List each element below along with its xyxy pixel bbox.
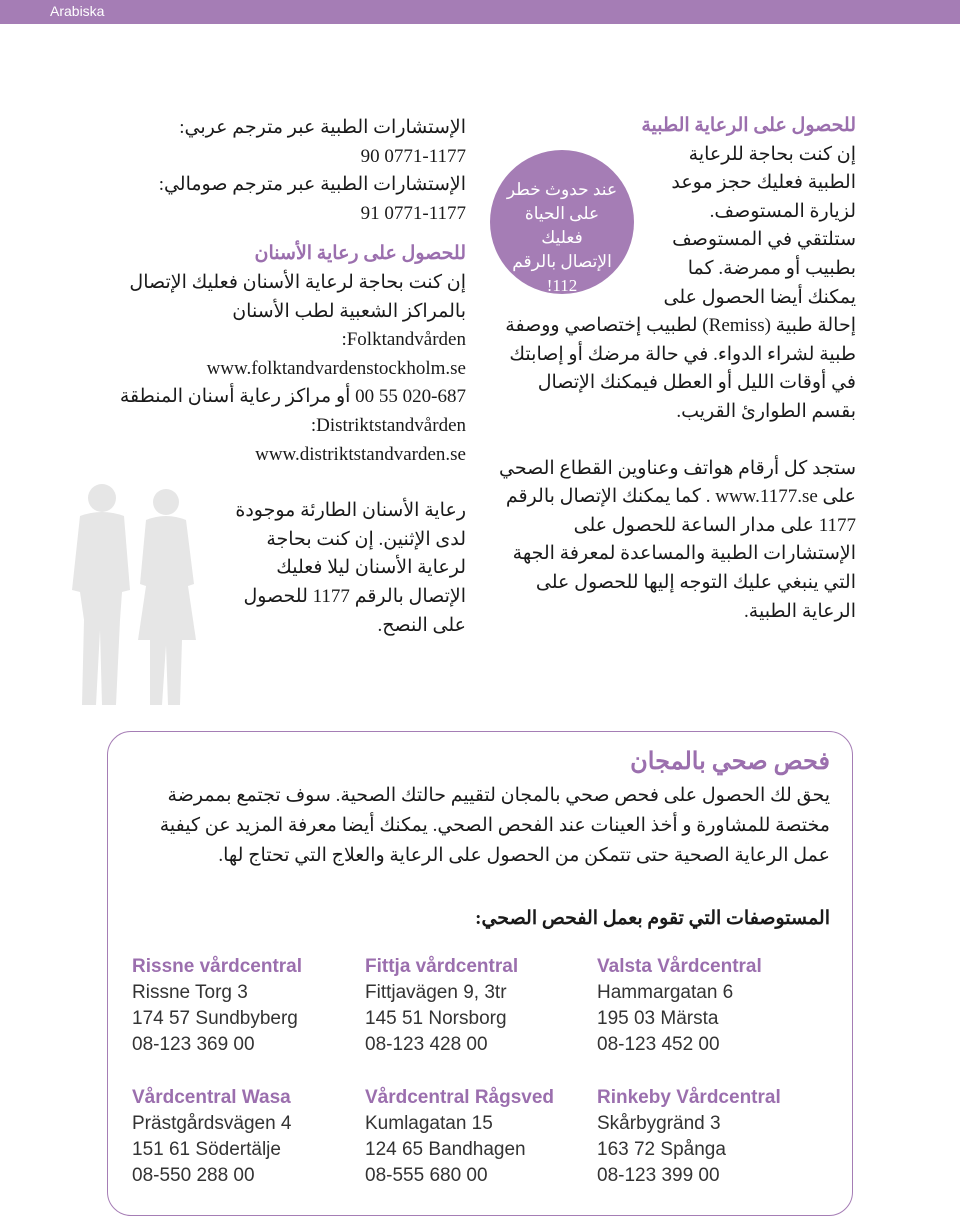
clinic-name: Rissne vårdcentral [132,956,303,977]
people-silhouette-icon [58,480,208,710]
emergency-number: 112! [546,276,578,295]
emergency-circle [490,150,634,294]
clinic-city: 174 57 Sundbyberg [132,1008,298,1029]
clinic-name: Vårdcentral Rågsved [365,1087,555,1108]
health-check-title: فحص صحي بالمجان [630,749,830,775]
clinic-city: 151 61 Södertälje [132,1139,281,1160]
clinic-name: Valsta Vårdcentral [597,956,762,977]
clinic-card [132,1085,352,1189]
clinics-heading: المستوصفات التي تقوم بعمل الفحص الصحي: [475,908,830,929]
somali-interpreter-label: الإستشارات الطبية عبر مترجم صومالي: [158,174,466,196]
clinic-phone: 08-555 680 00 [365,1165,488,1186]
header-bar [0,0,960,24]
folktandvarden-label: Folktandvården: [341,329,466,351]
folktandvarden-phone: 020-687 55 00 أو مراكز رعاية أسنان المنطقة [119,386,466,408]
clinic-name: Fittja vårdcentral [365,956,519,977]
clinic-city: 124 65 Bandhagen [365,1139,526,1160]
dental-title: للحصول على رعاية الأسنان [254,243,466,265]
clinic-phone: 08-123 452 00 [597,1034,720,1055]
clinic-card [365,954,585,1058]
emergency-line: عند حدوث خطر [506,180,618,199]
clinic-city: 195 03 Märsta [597,1008,719,1029]
somali-interpreter-phone: 0771-1177 91 [360,202,466,224]
healthcare-1177-paragraph: ستجد كل أرقام هواتف وعناوين القطاع الصحي على www.1177.se . كما يمكنك الإتصال بالرقم 1177 على مدار الساعة للحصول على الإستشارات الطبية والمساعدة لمعرفة الجهة التي ينبغي عليك التوجه إليها للحصول على الرعاية الطبية. [499,457,856,622]
health-check-text: يحق لك الحصول على فحص صحي بالمجان لتقييم حالتك الصحية. سوف تجتمع بممرضة مختصة للمشاورة و أخذ العينات عند الفحص الصحي. يمكنك أيضا معرفة المزيد عن كيفية عمل الرعاية الصحية حتى تتمكن من الحصول على الرعاية والعلاج التي تحتاج لها. [159,785,830,866]
clinic-card [132,954,352,1058]
clinic-card [365,1085,585,1189]
clinic-phone: 08-123 369 00 [132,1034,255,1055]
language-label: Arabiska [50,3,105,19]
distriktstandvarden-link[interactable]: www.distriktstandvarden.se [255,443,466,465]
clinic-address: Kumlagatan 15 [365,1113,493,1134]
clinic-phone: 08-550 288 00 [132,1165,255,1186]
clinic-address: Skårbygränd 3 [597,1113,721,1134]
clinic-name: Vårdcentral Wasa [132,1087,291,1108]
clinic-city: 145 51 Norsborg [365,1008,507,1029]
clinic-address: Rissne Torg 3 [132,982,248,1003]
emergency-line: على الحياة فعليك [524,204,600,247]
clinic-card [597,954,817,1058]
healthcare-title: للحصول على الرعاية الطبية [641,115,856,136]
arabic-interpreter-label: الإستشارات الطبية عبر مترجم عربي: [179,117,466,138]
distriktstandvarden-label: Distriktstandvården: [310,414,466,436]
clinic-card [597,1085,817,1189]
arabic-interpreter-phone: 0771-1177 90 [360,145,466,167]
emergency-line: الإتصال بالرقم [512,252,612,271]
dental-emergency-text: رعاية الأسنان الطارئة موجودة لدى الإثنين. إن كنت بحاجة لرعاية الأسنان ليلا فعليك الإتصال بالرقم 1177 للحصول على النصح. [235,500,466,636]
clinic-phone: 08-123 399 00 [597,1165,720,1186]
healthcare-paragraph: إن كنت بحاجة للرعاية الطبية فعليك حجز موعد لزيارة المستوصف. ستلتقي في المستوصف بطبيب أو ممرضة. كما يمكنك أيضا الحصول على إحالة طبية (Remiss) لطبيب إختصاصي ووصفة طبية لشراء الدواء. في حالة مرضك أو إصابتك في أوقات الليل أو العطل فيمكنك الإتصال بقسم الطوارئ القريب. [505,143,856,422]
clinic-city: 163 72 Spånga [597,1139,726,1160]
clinic-address: Fittjavägen 9, 3tr [365,982,507,1003]
clinic-phone: 08-123 428 00 [365,1034,488,1055]
clinic-name: Rinkeby Vårdcentral [597,1087,781,1108]
dental-intro: إن كنت بحاجة لرعاية الأسنان فعليك الإتصال بالمراكز الشعبية لطب الأسنان [129,271,466,322]
clinic-address: Prästgårdsvägen 4 [132,1113,292,1134]
clinic-address: Hammargatan 6 [597,982,734,1003]
folktandvarden-link[interactable]: www.folktandvardenstockholm.se [206,357,466,379]
